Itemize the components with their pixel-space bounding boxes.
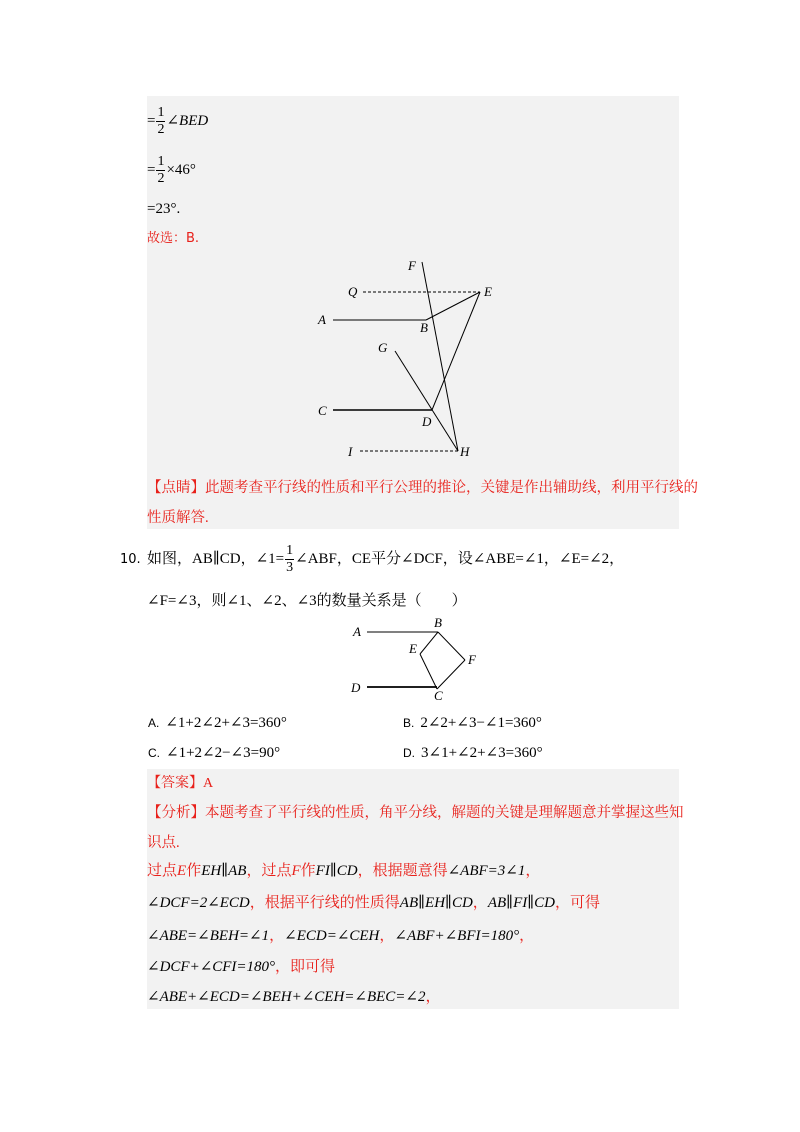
note-line-2: 性质解答. [147,510,209,526]
label-C: C [318,403,327,418]
choice-statement: 故选：B. [147,231,200,246]
label-I: I [348,444,353,459]
line-EC [420,654,437,689]
option-d[interactable]: D. 3∠1+∠2+∠3=360° [403,745,543,761]
analysis-line-1: 【分析】本题考查了平行线的性质，角平分线，解题的关键是理解题意并掌握这些知 [147,805,684,821]
analysis-step-4: ∠DCF+∠CFI=180°，即可得 [147,959,336,975]
label-H: H [460,444,470,459]
label-B: B [420,320,428,335]
analysis-step-3: ∠ABE=∠BEH=∠1，∠ECD=∠CEH，∠ABF+∠BFI=180°， [147,928,535,944]
label-G: G [378,340,388,355]
label-Q: Q [348,284,358,299]
label-B: B [434,615,442,630]
geometry-figure-q10 [345,612,495,702]
fraction-half: $\frac{1}{2}$ [157,105,165,137]
label-D: D [351,680,361,695]
option-a[interactable]: A. ∠1+2∠2+∠3=360° [148,715,287,731]
fraction-half: $\frac{1}{2}$ [157,154,165,186]
label-A: A [353,624,361,639]
line-BE [426,292,480,320]
label-E: E [484,284,492,299]
question-stem-line-2: ∠F=∠3，则∠1、∠2、∠3的数量关系是（ ） [147,593,467,609]
label-F: F [408,258,416,273]
analysis-step-1: 过点E作EH∥AB，过点F作FI∥CD，根据题意得∠ABF=3∠1， [147,863,541,879]
solution-line-3: =23°. [147,201,181,217]
option-c[interactable]: C. ∠1+2∠2−∠3=90° [148,745,281,761]
line-FC [437,660,465,689]
label-E: E [409,641,417,656]
answer-label: 【答案】A [147,776,214,791]
label-F: F [468,652,476,667]
question-number: 10. [120,552,141,567]
question-stem-line-1: 如图，AB∥CD，∠1= $\frac{1}{3}$ ∠ABF，CE平分∠DCF，设∠ABE=∠1，∠E=∠2， [147,543,625,575]
label-A: A [318,312,326,327]
option-b[interactable]: B. 2∠2+∠3−∠1=360° [403,715,542,731]
solution-line-1: = $\frac{1}{2}$ ∠BED [147,105,209,137]
analysis-step-2: ∠DCF=2∠ECD，根据平行线的性质得AB∥EH∥CD，AB∥FI∥CD，可得 [147,895,601,911]
label-D: D [422,414,432,429]
line-BF [438,632,465,660]
geometry-figure-q9 [300,252,520,462]
solution-line-2: = $\frac{1}{2}$ ×46° [147,154,196,186]
note-line-1: 【点睛】此题考查平行线的性质和平行公理的推论，关键是作出辅助线，利用平行线的 [147,480,698,496]
line-BE [420,632,438,654]
analysis-step-5: ∠ABE+∠ECD=∠BEH+∠CEH=∠BEC=∠2， [147,989,441,1005]
label-C: C [434,688,443,702]
analysis-line-2: 识点. [147,835,180,851]
fraction-one-third: $\frac{1}{3}$ [286,543,294,575]
